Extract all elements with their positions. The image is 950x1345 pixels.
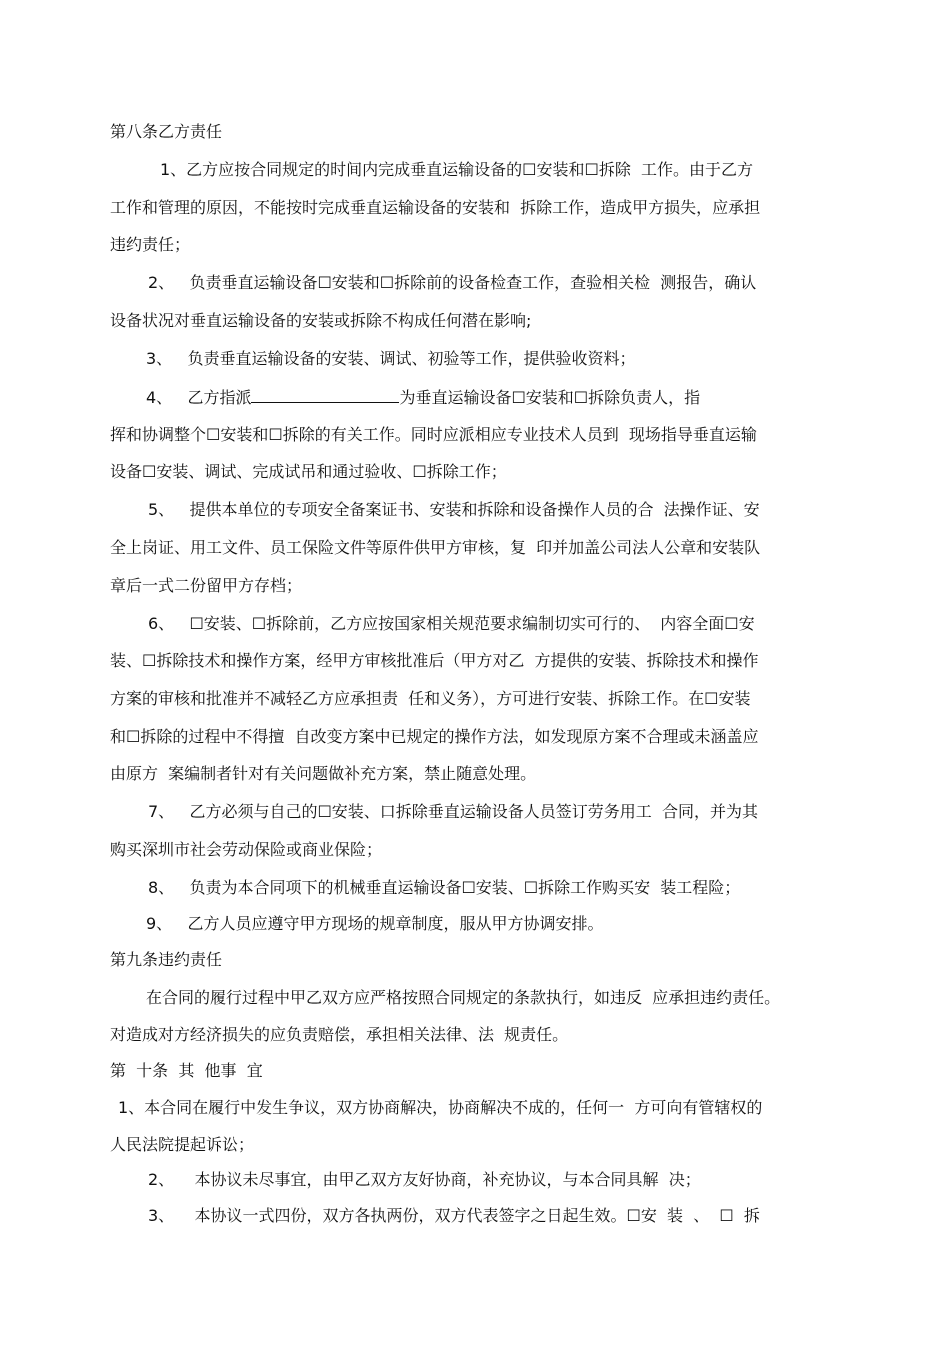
paragraph-line: 违约责任；	[110, 235, 191, 254]
paragraph-line: 7、 乙方必须与自己的☐安装、口拆除垂直运输设备人员签订劳务用工 合同，并为其	[148, 802, 758, 821]
paragraph-line	[146, 387, 700, 407]
paragraph-line: 购买深圳市社会劳动保险或商业保险；	[110, 840, 383, 859]
article-8-heading: 第八条乙方责任	[110, 122, 223, 141]
paragraph-line: 设备☐安装、调试、完成试吊和通过验收、☐拆除工作；	[110, 462, 507, 481]
paragraph-line: 人民法院提起诉讼；	[110, 1135, 255, 1154]
paragraph-line: 工作和管理的原因，不能按时完成垂直运输设备的安装和 拆除工作，造成甲方损失，应承担	[110, 198, 761, 217]
paragraph-text: 4、 乙方指派	[146, 388, 252, 407]
paragraph-line: 设备状况对垂直运输设备的安装或拆除不构成任何潜在影响;	[110, 311, 532, 330]
paragraph-line: 章后一式二份留甲方存档；	[110, 576, 303, 595]
paragraph-line: 挥和协调整个☐安装和☐拆除的有关工作。同时应派相应专业技术人员到 现场指导垂直运输	[110, 425, 757, 444]
paragraph-line: 2、 本协议未尽事宜，由甲乙双方友好协商，补充协议，与本合同具解 决；	[148, 1170, 701, 1189]
paragraph-line: 1、乙方应按合同规定的时间内完成垂直运输设备的☐安装和☐拆除 工作。由于乙方	[160, 160, 754, 179]
paragraph-line: 3、 负责垂直运输设备的安装、调试、初验等工作，提供验收资料；	[146, 349, 636, 368]
paragraph-line: 2、 负责垂直运输设备☐安装和☐拆除前的设备检查工作，查验相关检 测报告，确认	[148, 273, 757, 292]
paragraph-line: 全上岗证、用工文件、员工保险文件等原件供甲方审核，复 印并加盖公司法人公章和安装队	[110, 538, 761, 557]
paragraph-text: 为垂直运输设备☐安装和☐拆除负责人，指	[399, 388, 701, 407]
paragraph-line: 方案的审核和批准并不减轻乙方应承担责 任和义务），方可进行安装、拆除工作。在☐安装	[110, 689, 751, 708]
article-10-heading: 第 十条 其 他事 宜	[110, 1061, 263, 1080]
paragraph-line: 1、本合同在履行中发生争议，双方协商解决，协商解决不成的，任何一 方可向有管辖权的	[118, 1098, 763, 1117]
fill-in-blank	[251, 387, 399, 403]
paragraph-line: 在合同的履行过程中甲乙双方应严格按照合同规定的条款执行，如违反 应承担违约责任。	[146, 988, 781, 1007]
paragraph-line: 8、 负责为本合同项下的机械垂直运输设备☐安装、☐拆除工作购买安 装工程险；	[148, 878, 741, 897]
article-9-heading: 第九条违约责任	[110, 950, 223, 969]
paragraph-line: 5、 提供本单位的专项安全备案证书、安装和拆除和设备操作人员的合 法操作证、安	[148, 500, 760, 519]
paragraph-line: 6、 ☐安装、☐拆除前，乙方应按国家相关规范要求编制切实可行的、 内容全面☐安	[148, 614, 755, 633]
paragraph-line: 9、 乙方人员应遵守甲方现场的规章制度，服从甲方协调安排。	[146, 914, 604, 933]
paragraph-line: 3、 本协议一式四份，双方各执两份，双方代表签字之日起生效。☐安 装 、 ☐ 拆	[148, 1206, 760, 1225]
paragraph-line: 由原方 案编制者针对有关问题做补充方案，禁止随意处理。	[110, 764, 537, 783]
paragraph-line: 对造成对方经济损失的应负责赔偿，承担相关法律、法 规责任。	[110, 1025, 569, 1044]
paragraph-line: 和☐拆除的过程中不得擅 自改变方案中已规定的操作方法，如发现原方案不合理或未涵盖应	[110, 727, 759, 746]
paragraph-line: 装、☐拆除技术和操作方案，经甲方审核批准后（甲方对乙 方提供的安装、拆除技术和操作	[110, 651, 759, 670]
